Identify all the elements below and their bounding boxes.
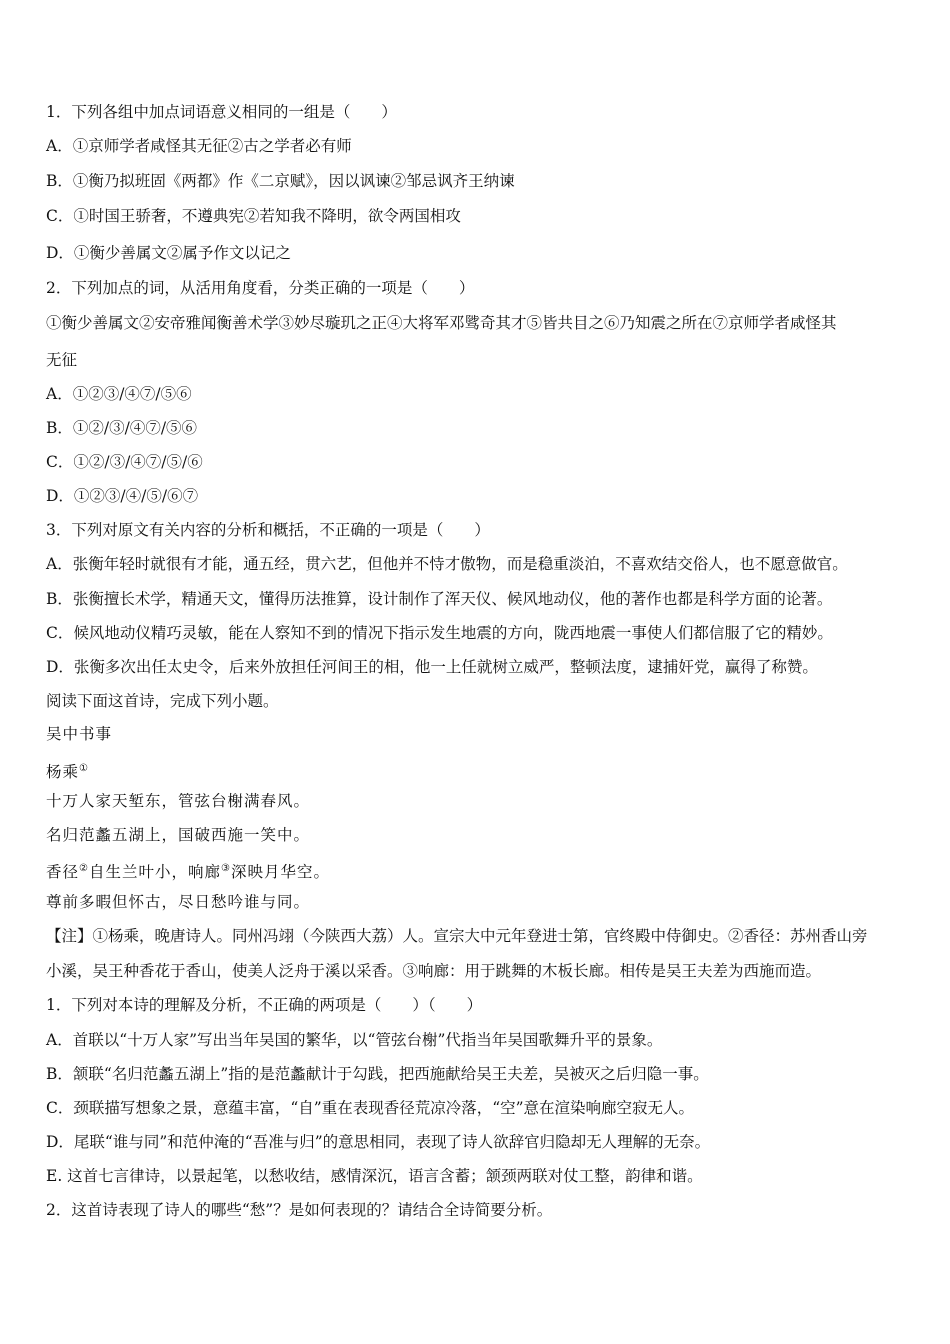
question-2-option-c: C．①②/③/④⑦/⑤/⑥ (46, 453, 203, 471)
question-2-context-line-2: 无征 (46, 351, 78, 369)
question-1-stem: 1．下列各组中加点词语意义相同的一组是（ ） (46, 103, 397, 121)
poem-line-3-part-c: 深映月华空。 (230, 864, 330, 882)
question-1-option-a: A．①京师学者咸怪其无征②古之学者必有师 (46, 137, 352, 155)
question-1-option-c: C．①时国王骄奢，不遵典宪②若知我不降明，欲令两国相攻 (46, 207, 461, 225)
note-marker-1: ① (79, 763, 89, 774)
poem-line-4: 尊前多暇但怀古，尽日愁吟谁与同。 (46, 894, 311, 911)
poem-question-1-stem: 1．下列对本诗的理解及分析，不正确的两项是（ ）（ ） (46, 996, 483, 1014)
poem-notes-line-2: 小溪，吴王种香花于香山，使美人泛舟于溪以采香。③响廊：用于跳舞的木板长廊。相传是吴王夫差为西施而造。 (46, 962, 822, 980)
poem-line-3-part-a: 香径 (46, 864, 80, 882)
poem-question-1-option-d: D．尾联“谁与同”和范仲淹的“吾准与归”的意思相同，表现了诗人欲辞官归隐却无人理解的无奈。 (46, 1133, 711, 1151)
poem-line-1: 十万人家天堑东，管弦台榭满春风。 (46, 793, 311, 810)
question-3-option-a: A．张衡年轻时就很有才能，通五经，贯六艺，但他并不恃才傲物，而是稳重淡泊，不喜欢结交俗人，也不愿意做官。 (46, 555, 848, 573)
poem-author-line (46, 758, 89, 784)
question-3-option-d: D．张衡多次出任太史令，后来外放担任河间王的相，他一上任就树立威严，整顿法度，逮捕奸党，赢得了称赞。 (46, 658, 818, 676)
question-2-option-d: D．①②③/④/⑤/⑥⑦ (46, 487, 199, 505)
question-2-stem: 2．下列加点的词，从活用角度看，分类正确的一项是（ ） (46, 279, 475, 297)
poem-question-1-option-e: E. 这首七言律诗，以景起笔，以愁收结，感情深沉，语言含蓄；颔颈两联对仗工整，韵律和谐。 (46, 1167, 703, 1185)
question-3-option-c: C．候风地动仪精巧灵敏，能在人察知不到的情况下指示发生地震的方向，陇西地震一事使人们都信服了它的精妙。 (46, 624, 833, 642)
poem-question-1-option-c: C．颈联描写想象之景，意蕴丰富，“自”重在表现香径荒凉冷落，“空”意在渲染响廊空寂无人。 (46, 1099, 695, 1117)
question-2-context-line-1: ①衡少善属文②安帝雅闻衡善术学③妙尽璇玑之正④大将军邓骘奇其才⑤皆共目之⑥乃知震之所在⑦京师学者咸怪其 (46, 314, 837, 332)
poem-notes-line-1: 【注】①杨乘，晚唐诗人。同州冯翊（今陕西大荔）人。宣宗大中元年登进士第，官终殿中侍御史。②香径：苏州香山旁 (46, 927, 868, 945)
poem-question-1-option-a: A．首联以“十万人家”写出当年吴国的繁华，以“管弦台榭”代指当年吴国歌舞升平的景象。 (46, 1031, 663, 1049)
poem-author: 杨乘 (46, 764, 80, 782)
reading-intro: 阅读下面这首诗，完成下列小题。 (46, 692, 279, 710)
question-3-option-b: B．张衡擅长术学，精通天文，懂得历法推算，设计制作了浑天仪、候风地动仪，他的著作也都是科学方面的论著。 (46, 590, 833, 608)
poem-title: 吴中书事 (46, 726, 113, 743)
poem-line-2: 名归范蠡五湖上，国破西施一笑中。 (46, 827, 311, 844)
note-marker-3: ③ (221, 863, 231, 874)
question-3-stem: 3．下列对原文有关内容的分析和概括，不正确的一项是（ ） (46, 521, 490, 539)
poem-question-1-option-b: B．颔联“名归范蠡五湖上”指的是范蠡献计于勾践，把西施献给吴王夫差，吴被灭之后归隐一事。 (46, 1065, 709, 1083)
note-marker-2: ② (79, 863, 89, 874)
poem-line-3 (46, 858, 330, 884)
question-1-option-b: B．①衡乃拟班固《两都》作《二京赋》，因以讽谏②邹忌讽齐王纳谏 (46, 172, 515, 190)
poem-line-3-part-b: 自生兰叶小，响廊 (88, 864, 221, 882)
poem-question-2-stem: 2．这首诗表现了诗人的哪些“愁”？是如何表现的？请结合全诗简要分析。 (46, 1201, 553, 1219)
question-2-option-b: B．①②/③/④⑦/⑤⑥ (46, 419, 198, 437)
question-2-option-a: A．①②③/④⑦/⑤⑥ (46, 385, 192, 403)
question-1-option-d: D．①衡少善属文②属予作文以记之 (46, 244, 291, 262)
